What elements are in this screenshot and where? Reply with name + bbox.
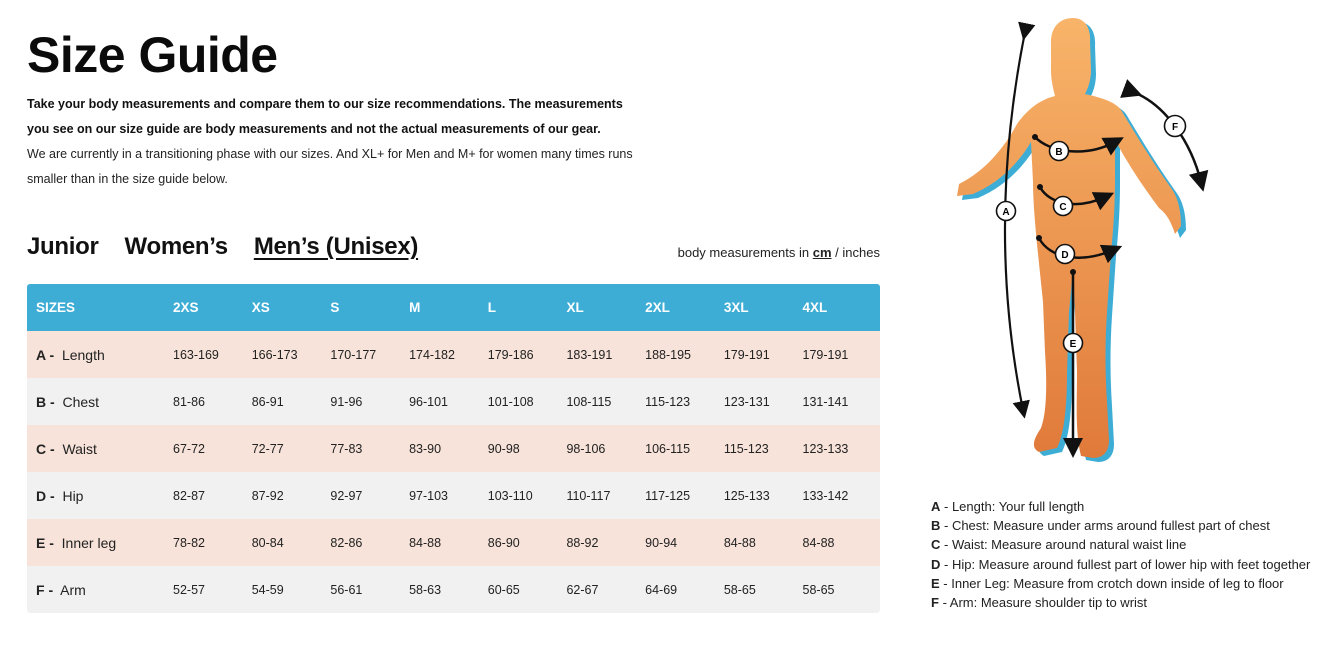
body-figure-svg: [945, 12, 1245, 467]
tab-mens-unisex[interactable]: Men’s (Unisex): [253, 233, 419, 260]
table-cell: 72-77: [251, 441, 284, 456]
size-table: [27, 284, 880, 613]
measurement-legend: [931, 497, 1310, 612]
marker-f-icon: [1165, 116, 1186, 137]
intro-bold-text: Take your body measurements and compare them to our size recommendations. The measurements you see on our size guide are body measurements and not the actual measurements of our gear.: [27, 97, 623, 136]
header-cell: 2XL: [645, 300, 670, 315]
row-name: Arm: [60, 581, 86, 598]
unit-cm-link[interactable]: cm: [812, 245, 832, 260]
header-cell: 4XL: [802, 300, 828, 315]
legend-text: - Waist: Measure around natural waist line: [940, 537, 1187, 553]
table-cell: 117-125: [645, 488, 691, 503]
table-cell: 83-90: [409, 441, 442, 456]
table-cell: 64-69: [645, 582, 678, 597]
table-cell: 179-191: [723, 347, 770, 362]
row-label: [27, 535, 164, 551]
table-cell: 86-90: [487, 535, 520, 550]
row-name: Hip: [62, 487, 84, 504]
unit-inches-link[interactable]: inches: [842, 245, 880, 260]
table-cell: 110-117: [566, 488, 611, 503]
table-cell: 84-88: [802, 535, 835, 550]
svg-text:A: A: [1002, 207, 1010, 218]
legend-item: [931, 555, 1310, 574]
row-label: [27, 347, 164, 363]
legend-text: - Hip: Measure around fullest part of lower hip with feet together: [940, 556, 1311, 572]
table-cell: 92-97: [330, 488, 363, 503]
header-cell: 2XS: [173, 300, 199, 315]
table-cell: 103-110: [487, 488, 533, 503]
unit-switcher: [678, 245, 880, 260]
table-header-row: [27, 284, 880, 331]
table-cell: 106-115: [645, 441, 691, 456]
units-separator: /: [835, 245, 839, 260]
table-cell: 91-96: [330, 394, 363, 409]
table-cell: 88-92: [566, 535, 599, 550]
legend-text: - Chest: Measure under arms around fullest part of chest: [940, 518, 1270, 534]
row-letter: D -: [36, 487, 55, 504]
table-cell: 183-191: [566, 347, 613, 362]
table-cell: 179-186: [487, 347, 534, 362]
row-letter: A -: [36, 346, 55, 363]
table-cell: 131-141: [802, 394, 849, 409]
header-cell-sizes: SIZES: [36, 300, 76, 315]
row-label: [27, 394, 164, 410]
row-letter: F -: [36, 581, 54, 598]
tab-junior[interactable]: Junior: [27, 233, 99, 260]
table-cell: 58-65: [723, 582, 756, 597]
table-cell: 174-182: [409, 347, 455, 362]
row-name: Inner leg: [61, 534, 117, 551]
row-letter: B -: [36, 393, 55, 410]
svg-text:D: D: [1061, 250, 1069, 261]
row-name: Waist: [62, 440, 97, 457]
legend-item: [931, 535, 1310, 554]
legend-key: F: [931, 595, 939, 611]
table-cell: 82-87: [173, 488, 205, 503]
table-cell: 179-191: [802, 347, 849, 362]
svg-text:B: B: [1055, 147, 1063, 158]
table-cell: 96-101: [409, 394, 448, 409]
table-cell: 108-115: [566, 394, 612, 409]
table-cell: 90-94: [645, 535, 678, 550]
legend-item: [931, 516, 1310, 535]
marker-a-icon: [997, 202, 1016, 221]
svg-text:F: F: [1171, 122, 1179, 133]
table-cell: 52-57: [173, 582, 205, 597]
table-cell: 133-142: [802, 488, 849, 503]
page-title: Size Guide: [27, 27, 278, 83]
table-cell: 97-103: [409, 488, 448, 503]
table-cell: 62-67: [566, 582, 599, 597]
header-cell: XS: [251, 300, 270, 315]
legend-item: [931, 593, 1310, 612]
row-label: [27, 488, 164, 504]
legend-item: [931, 497, 1310, 516]
table-cell: 163-169: [173, 347, 219, 362]
legend-key: A: [931, 499, 941, 514]
table-cell: 87-92: [251, 488, 284, 503]
table-cell: 123-131: [723, 394, 770, 409]
table-cell: 84-88: [409, 535, 442, 550]
svg-text:E: E: [1069, 339, 1077, 350]
legend-text: - Inner Leg: Measure from crotch down inside of leg to floor: [939, 575, 1284, 591]
header-cell: S: [330, 300, 340, 315]
table-cell: 101-108: [487, 394, 534, 409]
table-cell: 86-91: [251, 394, 284, 409]
table-row: [27, 472, 880, 519]
legend-key: E: [931, 575, 940, 591]
table-cell: 78-82: [173, 535, 205, 550]
intro-normal-text: We are currently in a transitioning phase with our sizes. And XL+ for Men and M+ for women many times runs smaller than in the size guide below.: [27, 147, 633, 186]
table-cell: 115-123: [645, 394, 691, 409]
header-cell: 3XL: [723, 300, 749, 315]
intro-text: [27, 92, 647, 192]
marker-c-icon: [1054, 197, 1073, 216]
table-cell: 98-106: [566, 441, 606, 456]
row-letter: E -: [36, 534, 54, 551]
header-cell: XL: [566, 300, 584, 315]
table-row: [27, 378, 880, 425]
table-cell: 56-61: [330, 582, 363, 597]
units-prefix: body measurements in: [677, 245, 810, 260]
marker-e-icon: [1064, 334, 1083, 353]
body-measurement-figure: [945, 12, 1245, 467]
legend-text: - Length: Your full length: [940, 499, 1085, 514]
row-label: [27, 582, 164, 598]
legend-text: - Arm: Measure shoulder tip to wrist: [938, 595, 1148, 611]
table-cell: 166-173: [251, 347, 298, 362]
gender-tabs: [27, 233, 418, 261]
table-cell: 82-86: [330, 535, 363, 550]
marker-b-icon: [1050, 142, 1069, 161]
table-cell: 123-133: [802, 441, 849, 456]
table-cell: 54-59: [251, 582, 284, 597]
legend-key: C: [931, 537, 941, 553]
tab-womens[interactable]: Women’s: [124, 233, 228, 260]
table-cell: 170-177: [330, 347, 377, 362]
legend-item: [931, 574, 1310, 593]
table-cell: 58-65: [802, 582, 835, 597]
table-cell: 84-88: [723, 535, 756, 550]
table-cell: 81-86: [173, 394, 205, 409]
table-row: [27, 425, 880, 472]
table-cell: 125-133: [723, 488, 770, 503]
legend-key: B: [931, 518, 941, 534]
table-cell: 115-123: [723, 441, 769, 456]
table-row: [27, 566, 880, 613]
svg-text:C: C: [1059, 202, 1067, 213]
table-cell: 60-65: [487, 582, 520, 597]
row-name: Chest: [62, 393, 100, 410]
header-cell: L: [487, 300, 496, 315]
table-cell: 90-98: [487, 441, 520, 456]
table-row: [27, 519, 880, 566]
row-letter: C -: [36, 440, 55, 457]
table-cell: 58-63: [409, 582, 442, 597]
table-cell: 80-84: [251, 535, 284, 550]
marker-d-icon: [1056, 245, 1075, 264]
row-label: [27, 441, 164, 457]
legend-key: D: [931, 556, 941, 572]
header-cell: M: [409, 300, 421, 315]
table-row: [27, 331, 880, 378]
table-cell: 188-195: [645, 347, 691, 362]
table-cell: 67-72: [173, 441, 205, 456]
table-cell: 77-83: [330, 441, 363, 456]
row-name: Length: [61, 346, 105, 363]
